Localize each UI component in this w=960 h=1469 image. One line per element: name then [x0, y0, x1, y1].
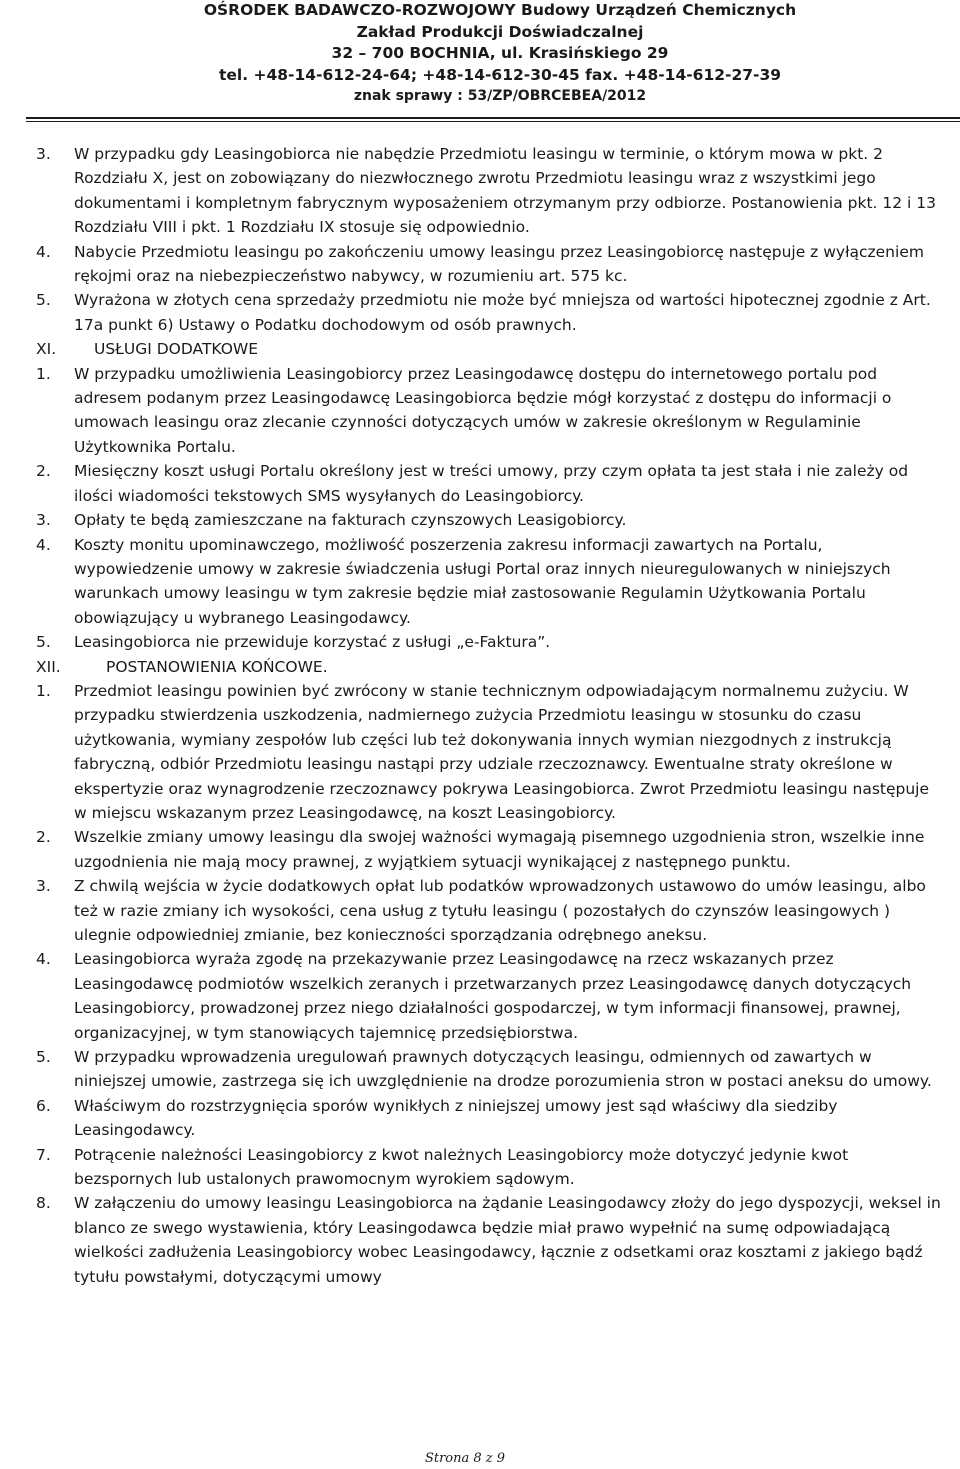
page-number: Strona 8 z 9: [424, 1451, 506, 1466]
item-text: Leasingobiorca nie przewiduje korzystać z usługi „e-Faktura”.: [74, 633, 551, 652]
list-item: [36, 288, 942, 337]
list-item: [36, 630, 942, 654]
document-body: [36, 142, 942, 1289]
item-number: 1.: [36, 681, 51, 700]
section-title: POSTANOWIENIA KOŃCOWE.: [106, 657, 328, 676]
item-number: 5.: [36, 633, 51, 652]
section-xii-heading: [36, 655, 942, 679]
header-rule: [26, 117, 960, 119]
item-text: Miesięczny koszt usługi Portalu określony jest w treści umowy, przy czym opłata ta jest stała i nie zależy od ilości wiadomości tekstowych SMS wysyłanych do Leasingobiorcy.: [74, 462, 909, 505]
item-text: Wyrażona w złotych cena sprzedaży przedmiotu nie może być mniejsza od wartości hipotecznej zgodnie z Art. 17a punkt 6) Ustawy o Podatku dochodowym od osób prawnych.: [74, 291, 931, 334]
department-name: Zakład Produkcji Doświadczalnej: [356, 22, 644, 41]
item-text: Przedmiot leasingu powinien być zwrócony w stanie technicznym odpowiadającym normalnemu zużyciu. W przypadku stwierdzenia uszkodzenia, nadmiernego zużycia Przedmiotu leasingu w stosunku do czasu użytkowania, wymiany zespołów lub części lub też dokonywania innych wymian niezgodnych z instrukcją fabryczną, odbiór Przedmiotu leasingu nastąpi przy udziale rzeczoznawcy. Ewentualne straty określone w ekspertyzie oraz wynagrodzenie rzeczoznawcy pokrywa Leasingobiorca. Zwrot Przedmiotu leasingu następuje w miejscu wskazanym przez Leasingodawcę, na koszt Leasingobiorcy.: [74, 681, 930, 822]
list-item: [36, 679, 942, 825]
item-number: 5.: [36, 1048, 51, 1067]
list-item: [36, 825, 942, 874]
item-number: 4.: [36, 535, 51, 554]
item-number: 1.: [36, 364, 51, 383]
item-number: 3.: [36, 145, 51, 163]
item-text: Właściwym do rozstrzygnięcia sporów wynikłych z niniejszej umowy jest sąd właściwy dla siedziby Leasingodawcy.: [74, 1096, 838, 1140]
list-item: [36, 947, 942, 1045]
item-number: 3.: [36, 511, 51, 530]
address-line: 32 – 700 BOCHNIA, ul. Krasińskiego 29: [331, 44, 669, 62]
list-item: [36, 459, 942, 508]
list-item: [36, 874, 942, 947]
institute-name: OŚRODEK BADAWCZO-ROZWOJOWY Budowy Urządzeń Chemicznych: [203, 1, 797, 19]
item-number: 2.: [36, 462, 51, 481]
list-item: [36, 142, 942, 240]
item-number: 3.: [36, 877, 51, 896]
item-number: 6.: [36, 1096, 51, 1115]
item-text: Opłaty te będą zamieszczane na fakturach czynszowych Leasigobiorcy.: [74, 511, 627, 530]
list-item: [36, 1045, 942, 1094]
list-item: [36, 362, 942, 460]
item-text: W przypadku gdy Leasingobiorca nie nabędzie Przedmiotu leasingu w terminie, o którym mowa w pkt. 2 Rozdziału X, jest on zobowiązany do niezwłocznego zwrotu Przedmiotu leasingu wraz z wszystkimi jego dokumentami i kompletnym fabrycznym wyposażeniem otrzymanym przy odbiorze. Postanowienia pkt. 12 i 13 Rozdziału VIII i pkt. 1 Rozdziału IX stosuje się odpowiednio.: [74, 145, 936, 237]
item-number: 7.: [36, 1145, 51, 1164]
list-item: [36, 1143, 942, 1192]
section-number: XI.: [36, 340, 57, 359]
section-title: USŁUGI DODATKOWE: [94, 340, 259, 359]
header-rule-thin: [26, 121, 960, 122]
item-number: 2.: [36, 828, 51, 847]
list-item: [36, 533, 942, 631]
item-text: Wszelkie zmiany umowy leasingu dla swojej ważności wymagają pisemnego uzgodnienia stron, wszelkie inne uzgodnienia nie mają mocy prawnej, z wyjątkiem sytuacji wynikającej z następnego punktu.: [74, 828, 925, 871]
contact-line: tel. +48-14-612-24-64; +48-14-612-30-45 fax. +48-14-612-27-39: [218, 65, 782, 84]
list-item: [36, 1191, 942, 1289]
item-number: 4.: [36, 242, 51, 261]
item-number: 8.: [36, 1194, 51, 1213]
item-text: Nabycie Przedmiotu leasingu po zakończeniu umowy leasingu przez Leasingobiorcę następuje z wyłączeniem rękojmi oraz na niebezpieczeństwo nabywcy, w rozumieniu art. 575 kc.: [74, 242, 924, 286]
case-reference: znak sprawy : 53/ZP/OBRCEBEA/2012: [353, 88, 647, 104]
list-item: [36, 1094, 942, 1143]
item-number: 4.: [36, 950, 51, 969]
item-number: 5.: [36, 291, 51, 310]
item-text: Koszty monitu upominawczego, możliwość poszerzenia zakresu informacji zawartych na Portalu, wypowiedzenie umowy w zakresie świadczenia usługi Portal oraz innych nieuregulowanych w niniejszych warunkach umowy leasingu w tym zakresie będzie miał zastosowanie Regulamin Użytkowania Portalu obowiązujący u wybranego Leasingodawcy.: [74, 535, 891, 627]
section-xi-heading: [36, 337, 942, 361]
list-item: [36, 508, 942, 532]
section-xii-list: [36, 679, 942, 1289]
section-number: XII.: [36, 657, 61, 676]
item-text: W przypadku umożliwienia Leasingobiorcy przez Leasingodawcę dostępu do internetowego portalu pod adresem podanym przez Leasingodawcę Leasingobiorca będzie mógł korzystać z dostępu do informacji o umowach leasingu oraz zlecanie czynności dotyczących umów w zakresie określonym w Regulaminie Użytkownika Portalu.: [74, 364, 892, 456]
section-x-continuation: [36, 142, 942, 337]
item-text: Potrącenie należności Leasingobiorcy z kwot należnych Leasingobiorcy może dotyczyć jedynie kwot bezspornych lub ustalonych prawomocnym wyrokiem sądowym.: [74, 1145, 849, 1189]
item-text: Leasingobiorca wyraża zgodę na przekazywanie przez Leasingodawcę na rzecz wskazanych przez Leasingodawcę podmiotów wszelkich zeranych i przetwarzanych przez Leasingodawcę danych dotyczących Leasingobiorcy, prowadzonej przez niego działalności gospodarczej, w tym informacji finansowej, prawnej, organizacyjnej, w tym stanowiących tajemnicę przedsiębiorstwa.: [74, 950, 912, 1042]
section-xi-list: [36, 362, 942, 655]
list-item: [36, 240, 942, 289]
item-text: W załączeniu do umowy leasingu Leasingobiorca na żądanie Leasingodawcy złoży do jego dyspozycji, weksel in blanco ze swego wystawienia, który Leasingodawca będzie miał prawo wypełnić na sumę odpowiadającą wielkości zadłużenia Leasingobiorcy wobec Leasingodawcy, łącznie z odsetkami oraz kosztami z jakiego bądź tytułu powstałymi, dotyczącymi umowy: [74, 1194, 941, 1286]
item-text: W przypadku wprowadzenia uregulowań prawnych dotyczących leasingu, odmiennych od zawartych w niniejszej umowie, zastrzega się ich uwzględnienie na drodze porozumienia stron w postaci aneksu do umowy.: [74, 1048, 932, 1091]
document-header: [40, 0, 960, 108]
item-text: Z chwilą wejścia w życie dodatkowych opłat lub podatków wprowadzonych ustawowo do umów leasingu, albo też w razie zmiany ich wysokości, cena usług z tytułu leasingu ( pozostałych do czynszów leasingowych ) ulegnie odpowiedniej zmianie, bez konieczności sporządzania odrębnego aneksu.: [74, 877, 926, 944]
